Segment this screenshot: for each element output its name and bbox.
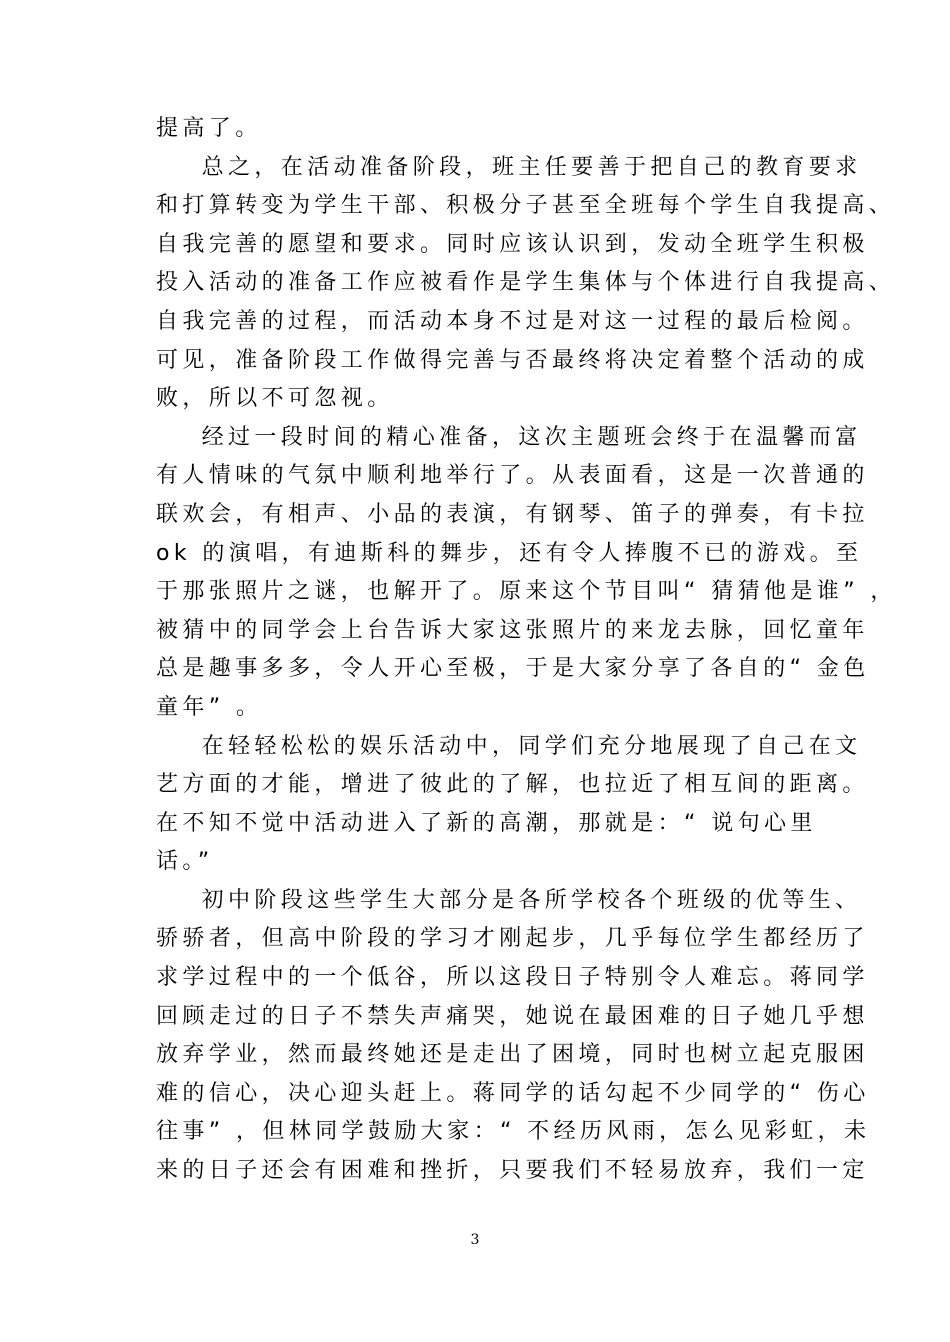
text-line: 联欢会，有相声、小品的表演，有钢琴、笛子的弹奏，有卡拉 (156, 501, 869, 527)
text-line: 往事” ，但林同学鼓励大家：“ 不经历风雨，怎么见彩虹，未 (156, 1119, 871, 1145)
body-text (156, 110, 897, 1191)
text-line: 求学过程中的一个低谷，所以这段日子特别令人难忘。蒋同学 (156, 965, 869, 991)
text-line: 自我完善的过程，而活动本身不过是对这一过程的最后检阅。 (156, 308, 869, 334)
text-line: 有人情味的气氛中顺利地举行了。从表面看，这是一次普通的 (156, 463, 869, 489)
text-line: 骄骄者，但高中阶段的学习才刚起步，几乎每位学生都经历了 (156, 926, 869, 952)
text-line: 童年” 。 (156, 694, 263, 720)
text-line: 和打算转变为学生干部、积极分子甚至全班每个学生自我提高、 (156, 193, 896, 219)
text-line: 在轻轻松松的娱乐活动中，同学们充分地展现了自己在文 (156, 733, 862, 759)
text-line: 初中阶段这些学生大部分是各所学校各个班级的优等生、 (156, 887, 862, 913)
text-line: 可见，准备阶段工作做得完善与否最终将决定着整个活动的成 (156, 347, 869, 373)
text-line: 总是趣事多多，令人开心至极，于是大家分享了各自的“ 金色 (156, 656, 870, 682)
text-line: 自我完善的愿望和要求。同时应该认识到，发动全班学生积极 (156, 231, 869, 257)
text-line: 于那张照片之谜，也解开了。原来这个节目叫“ 猜猜他是谁” ， (156, 579, 897, 605)
text-line: 在不知不觉中活动进入了新的高潮，那就是：“ 说句心里 (156, 810, 817, 836)
text-line: 来的日子还会有困难和挫折，只要我们不轻易放弃，我们一定 (156, 1158, 869, 1184)
page-number: 3 (470, 1232, 480, 1248)
text-line: 话。” (156, 849, 214, 875)
text-line: 提高了。 (156, 116, 262, 141)
text-line: 放弃学业，然而最终她还是走出了困境，同时也树立起克服困 (156, 1042, 869, 1068)
text-line: ok 的演唱，有迪斯科的舞步，还有令人捧腹不已的游戏。至 (156, 540, 863, 566)
text-line: 经过一段时间的精心准备，这次主题班会终于在温馨而富 (156, 424, 862, 450)
text-line: 艺方面的才能，增进了彼此的了解，也拉近了相互间的距离。 (156, 772, 869, 798)
text-line: 败，所以不可忽视。 (156, 386, 394, 412)
text-line: 投入活动的准备工作应被看作是学生集体与个体进行自我提高、 (156, 270, 896, 296)
text-line: 被猜中的同学会上台告诉大家这张照片的来龙去脉，回忆童年 (156, 617, 869, 643)
text-line: 总之，在活动准备阶段，班主任要善于把自己的教育要求 (156, 154, 862, 180)
text-line: 回顾走过的日子不禁失声痛哭，她说在最困难的日子她几乎想 (156, 1003, 869, 1029)
text-line: 难的信心，决心迎头赶上。蒋同学的话勾起不少同学的“ 伤心 (156, 1080, 870, 1106)
